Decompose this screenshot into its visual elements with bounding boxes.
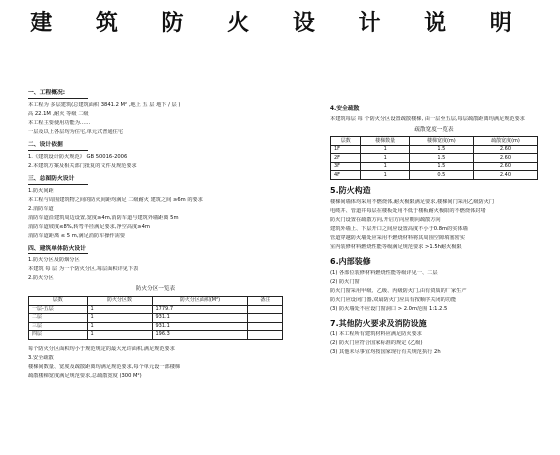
table-row (29, 305, 283, 314)
table-header-row (331, 137, 538, 146)
table-cell: 1F (331, 145, 361, 154)
text-line: (1) 各部位装修材料燃烧性能等级详见一、二层 (330, 269, 438, 276)
text-line: 消防车道坡度≤8%,转弯半径满足要求,净空高度≥4m (28, 223, 150, 230)
text-line: 消防车道距离 ≤ 5 m,满足消防车操作需要 (28, 232, 126, 239)
section-heading-other: 7.其他防火要求及消防设施 (330, 318, 427, 328)
table-header-cell: 防火分区面积(M²) (152, 297, 248, 306)
heading-underline (28, 253, 88, 254)
text-line: 楼梯间墙体均采用不燃烧体,耐火极限满足要求,楼梯间门采用乙级防火门 (330, 198, 495, 205)
table-cell: 1779.7 (152, 305, 248, 314)
table-row (29, 331, 283, 340)
table-header-cell: 备注 (248, 297, 283, 306)
table-cell (248, 331, 283, 340)
text-line: 一层及以上各层均为住宅,单元式普通住宅 (28, 128, 124, 135)
table-cell: 196.3 (152, 331, 248, 340)
table-row (331, 162, 538, 171)
subheading: 1.防火间距 (28, 187, 54, 194)
table-row (331, 154, 538, 163)
table-caption: 防火分区一览表 (135, 286, 176, 293)
subheading: 1.防火分区及防烟分区 (28, 257, 80, 264)
table-cell: 三层 (29, 322, 88, 331)
table-cell: 1 (87, 305, 152, 314)
text-line: 疏散楼梯宽度满足规范要求,总疏散宽度 (300 M²) (28, 372, 142, 379)
text-line: (2) 防火门窗 (330, 278, 360, 285)
section-heading-decoration: 6.内部装修 (330, 256, 371, 266)
text-line: 防火门窗采用甲级、乙级、丙级防火门,由有资质的厂家生产 (330, 287, 467, 294)
text-line: 高 22.1M ,耐火 等级 二级 (28, 110, 89, 117)
text-line: 本工程与周围建筑物之间的防火间距均满足 二级耐火 建筑之间 ≥6m 的要求 (28, 196, 203, 203)
table-cell: 1 (87, 331, 152, 340)
table-cell: 931.1 (152, 314, 248, 323)
table-header-cell: 楼梯数量 (361, 137, 409, 146)
text-line: 每个防火分区面积均小于规范规定的最大允许面积,满足规范要求 (28, 345, 175, 352)
table-header-row (29, 297, 283, 306)
text-line: 2.本建筑方案及相关部门批复的文件及规范要求 (28, 162, 137, 169)
table-cell: 931.1 (152, 322, 248, 331)
table-cell (248, 322, 283, 331)
table-header-cell: 层数 (29, 297, 88, 306)
table-cell: 1 (87, 322, 152, 331)
table-cell: 1.5 (409, 154, 473, 163)
table-cell: 1 (361, 145, 409, 154)
evacuation-table (330, 136, 538, 180)
table-caption: 疏散宽度一览表 (414, 126, 454, 133)
table-cell: 1 (361, 171, 409, 180)
text-line: 楼梯间数量、宽度及疏散距离均满足规范要求,每个单元设一部楼梯 (28, 363, 181, 370)
text-line: 管道穿越防火墙处应采用不燃烧材料将其周围空隙填塞密实 (330, 234, 465, 241)
table-header-cell: 层数 (331, 137, 361, 146)
table-cell (248, 314, 283, 323)
page-title: 建 筑 防 火 设 计 说 明 (30, 10, 530, 36)
section-heading-evacuation: 4.安全疏散 (330, 106, 360, 112)
left-column (28, 84, 283, 380)
table-cell: 二层 (29, 314, 88, 323)
section-heading-overview: 一、工程概况: (28, 90, 66, 96)
subheading: 2.消防车道 (28, 205, 54, 212)
text-line: 防火门设置在疏散方向,开启方向应朝向疏散方向 (330, 216, 441, 223)
table-cell: 2.60 (473, 145, 537, 154)
fire-zone-table (28, 296, 283, 340)
table-cell: 一层-五层 (29, 305, 88, 314)
table-header-cell: 防火分区数 (87, 297, 152, 306)
text-line: 电缆井、管道井每层在楼板处用不低于楼板耐火极限的不燃烧体封堵 (330, 207, 486, 214)
section-heading-building: 四、建筑单体防火设计 (28, 245, 86, 252)
section-heading-basis: 二、设计依据 (28, 141, 63, 148)
text-line: 消防车道沿建筑周边设置,宽度≥4m,消防车道与建筑外墙距离 5m (28, 214, 179, 221)
table-cell: 3F (331, 162, 361, 171)
table-cell: 1.5 (409, 162, 473, 171)
table-cell: 四层 (29, 331, 88, 340)
table-cell: 2.40 (473, 171, 537, 180)
text-line: 防火门应设闭门器,双扇防火门应具有按顺序关闭的功能 (330, 296, 457, 303)
table-row (331, 171, 538, 180)
heading-underline (28, 150, 88, 151)
section-heading-construction: 5.防火构造 (330, 185, 371, 195)
heading-underline (28, 184, 88, 185)
table-cell: 0.5 (409, 171, 473, 180)
table-cell: 1 (87, 314, 152, 323)
table-cell: 2F (331, 154, 361, 163)
text-line: 1.《建筑设计防火规范》 GB 50016-2006 (28, 153, 128, 160)
text-line: 建筑外墙上、下层开口之间应设置高度不小于0.8m的实体墙 (330, 225, 468, 232)
table-cell: 2.60 (473, 162, 537, 171)
text-line: (3) 其他未尽事宜均按国家现行有关规范执行 2h (330, 349, 441, 356)
table-row (29, 314, 283, 323)
table-header-cell: 疏散宽度(m) (473, 137, 537, 146)
table-row (29, 322, 283, 331)
table-cell: 2.60 (473, 154, 537, 163)
table-row (331, 145, 538, 154)
table-cell: 1 (361, 162, 409, 171)
subheading: 3.安全疏散 (28, 354, 54, 361)
text-line: 本建筑每层 每 个防火分区设置疏散楼梯, 由一层至五层,每层疏散距离均满足规范要求 (330, 115, 525, 122)
table-cell: 4F (331, 171, 361, 180)
subheading: 2.防火分区 (28, 275, 54, 282)
table-cell: 1 (361, 154, 409, 163)
text-line: 本工程主要使用功能为…… (28, 119, 91, 126)
table-header-cell: 楼梯宽度(m) (409, 137, 473, 146)
table-cell: 1.5 (409, 145, 473, 154)
right-column (330, 100, 538, 356)
table-cell (248, 305, 283, 314)
section-heading-site: 三、总图防火设计 (28, 175, 75, 182)
text-line: (1) 本工程所有建筑材料应满足防火要求 (330, 331, 422, 338)
text-line: 室内装修材料燃烧性能等级满足规范要求 >1.5h耐火极限 (330, 243, 462, 250)
text-line: (2) 防火门应符合国家标准的规定 (乙级) (330, 340, 423, 347)
text-line: 本建筑 每 层 为一个防火分区,每层面积详见下表 (28, 266, 139, 273)
heading-underline (28, 98, 88, 99)
text-line: 本工程为 多层建筑(总建筑面积 3841.2 M² ,地上 五 层 地下 / 层 ) (28, 101, 181, 108)
text-line: (3) 防火墙处不应设门窗洞口 > 2.0m范围 1:1.2.5 (330, 305, 448, 312)
